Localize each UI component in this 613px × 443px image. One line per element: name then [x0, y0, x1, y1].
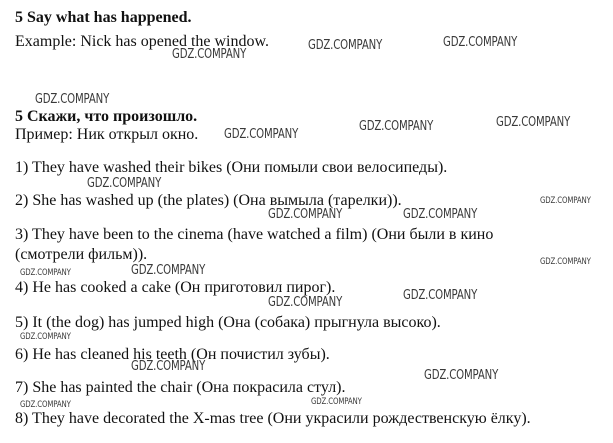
watermark: GDZ.COMPANY — [172, 47, 247, 62]
answer-3: 3) They have been to the cinema (have watched a film) (Они были в кино — [15, 226, 494, 243]
watermark: GDZ.COMPANY — [20, 400, 71, 410]
watermark: GDZ.COMPANY — [224, 127, 299, 142]
example-ru: Пример: Ник открыл окно. — [15, 126, 199, 143]
watermark: GDZ.COMPANY — [424, 368, 499, 383]
answer-5: 5) It (the dog) has jumped high (Она (собака) прыгнула высоко). — [15, 314, 441, 331]
watermark: GDZ.COMPANY — [131, 263, 206, 278]
watermark: GDZ.COMPANY — [268, 295, 343, 310]
watermark: GDZ.COMPANY — [308, 38, 383, 53]
answer-3-continued: (смотрели фильм)). — [15, 246, 148, 263]
watermark: GDZ.COMPANY — [359, 119, 434, 134]
watermark: GDZ.COMPANY — [87, 176, 162, 191]
watermark: GDZ.COMPANY — [268, 207, 343, 222]
watermark: GDZ.COMPANY — [540, 257, 591, 267]
watermark: GDZ.COMPANY — [20, 268, 71, 278]
watermark: GDZ.COMPANY — [403, 207, 478, 222]
answer-6: 6) He has cleaned his teeth (Он почистил зубы). — [15, 346, 330, 363]
answer-8: 8) They have decorated the X-mas tree (Они украсили рождественскую ёлку). — [15, 410, 531, 427]
watermark: GDZ.COMPANY — [496, 115, 571, 130]
watermark: GDZ.COMPANY — [403, 288, 478, 303]
watermark: GDZ.COMPANY — [443, 35, 518, 50]
watermark: GDZ.COMPANY — [35, 92, 110, 107]
answer-4: 4) He has cooked a cake (Он приготовил пирог). — [15, 279, 336, 296]
watermark: GDZ.COMPANY — [131, 359, 206, 374]
heading-en: 5 Say what has happened. — [15, 9, 192, 26]
example-en: Example: Nick has opened the window. — [15, 33, 270, 50]
answer-1: 1) They have washed their bikes (Они помыли свои велосипеды). — [15, 159, 448, 176]
watermark: GDZ.COMPANY — [540, 196, 591, 206]
watermark: GDZ.COMPANY — [311, 397, 362, 407]
answer-2: 2) She has washed up (the plates) (Она вымыла (тарелки)). — [15, 192, 402, 209]
heading-ru: 5 Скажи, что произошло. — [15, 108, 198, 125]
answer-7: 7) She has painted the chair (Она покрасила стул). — [15, 379, 346, 396]
watermark: GDZ.COMPANY — [20, 332, 71, 342]
